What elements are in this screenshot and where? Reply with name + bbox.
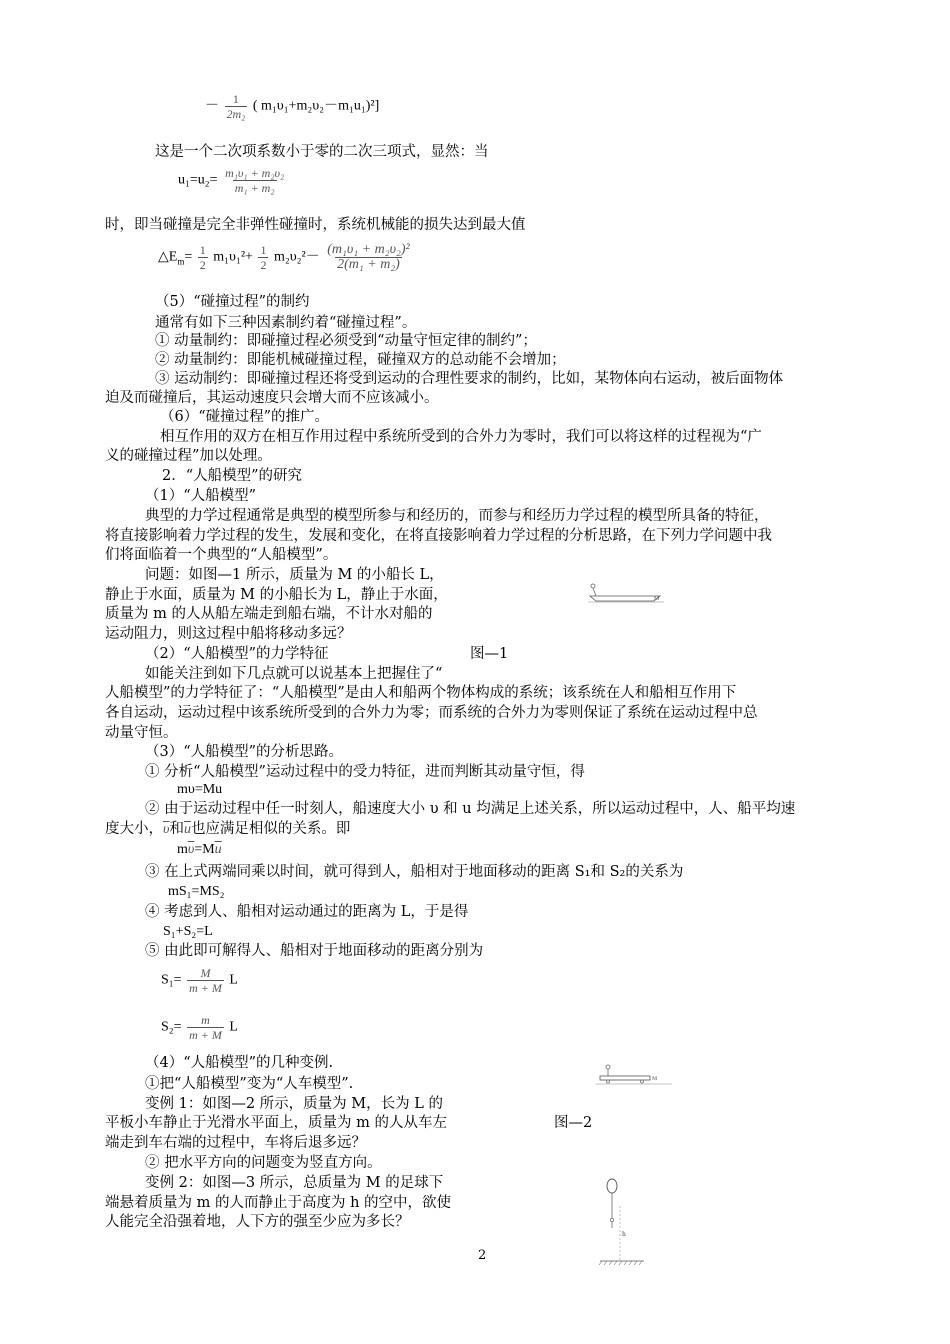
s2-rhs: L (229, 1019, 238, 1035)
half-num: 1 (199, 243, 206, 257)
text-fragment: 和 (169, 821, 184, 837)
text-line: 人船模型”的力学特征了：“人船模型”是由人和船两个物体构成的系统；该系统在人和船相互作用下 (105, 685, 737, 701)
formula-u-frac (223, 166, 286, 195)
page-number: 2 (478, 1248, 487, 1263)
text-line: 如能关注到如下几点就可以说基本上把握住了“ (145, 666, 443, 682)
text-line: 问题：如图—1 所示，质量为 M 的小船长 L， (145, 567, 444, 583)
text-line: 动量守恒。 (105, 725, 178, 741)
text-line: ① 分析“人船模型”运动过程中的受力特征，进而判断其动量守恒，得 (145, 764, 585, 780)
text-line: ⑤ 由此即可解得人、船相对于地面移动的距离分别为 (145, 943, 484, 959)
text-line: 变例 1：如图—2 所示，质量为 M，长为 L 的 (145, 1096, 443, 1112)
text-line: 典型的力学过程通常是典型的模型所参与和经历的，而参与和经历力学过程的模型所具备的特征， (145, 508, 769, 524)
text-line: ② 动量制约：即能机械碰撞过程，碰撞双方的总动能不会增加； (155, 352, 566, 368)
section-heading: （1）“人船模型” (145, 488, 257, 504)
s1-frac (187, 966, 224, 995)
avg-v-symbol: $\overline{\upsilon}$ (187, 842, 195, 857)
text-line: 这是一个二次项系数小于零的二次三项式，显然：当 (155, 144, 489, 160)
energy-den: 2(m₁ + m₂) (337, 257, 400, 272)
s1-num: M (200, 966, 211, 980)
figure-1-boat (588, 580, 668, 604)
half-den: 2 (260, 258, 267, 272)
text-line: 相互作用的双方在相互作用过程中系统所受到的合外力为零时，我们可以将这样的过程视为“广 (160, 429, 762, 445)
half-frac-1 (198, 243, 208, 272)
formula-u (178, 166, 288, 195)
formula-coef (225, 92, 248, 121)
formula-top (205, 92, 379, 121)
formula-average: $m\overline{\upsilon}=M\overline{u}$ (177, 842, 222, 857)
half-frac-2 (258, 243, 268, 272)
energy-eq: = (184, 249, 193, 265)
section-heading: （4）“人船模型”的几种变例. (145, 1055, 334, 1071)
text-line: 各自运动，运动过程中该系统所受到的合外力为零；而系统的合外力为零则保证了系统在运动过程中总 (105, 705, 758, 721)
text-line: 时，即当碰撞是完全非弹性碰撞时，系统机械能的损失达到最大值 (105, 217, 526, 233)
text-line (105, 820, 350, 839)
formula-u-den: m₁ + m₂ (234, 181, 275, 195)
formula-s1 (161, 966, 238, 995)
figure-2-car (596, 1062, 676, 1088)
formula-minus: － (205, 98, 219, 114)
height-label: h (622, 1231, 626, 1238)
half-den: 2 (199, 258, 206, 272)
text-line: ④ 考虑到人、船相对运动通过的距离为 L，于是得 (145, 904, 469, 920)
figure-1-caption: 图—1 (470, 646, 509, 662)
section-heading: （5）“碰撞过程”的制约 (155, 294, 310, 310)
energy-num: (m₁υ₁ + m₂υ₂)² (327, 242, 410, 257)
formula-s2 (161, 1013, 238, 1042)
s2-frac (187, 1013, 224, 1042)
text-line: 端走到车右端的过程中，车将后退多远？ (105, 1135, 366, 1151)
s1-den: m + M (189, 981, 222, 995)
formula-energy (158, 243, 414, 272)
section-heading: 2．“人船模型”的研究 (162, 468, 303, 484)
avg-u-symbol: $\overline{u}$ (183, 822, 191, 837)
section-heading: （2）“人船模型”的力学特征 (145, 646, 329, 662)
formula-distance: mS₁=MS₂ (168, 884, 225, 899)
formula-momentum: mυ=Mu (177, 782, 223, 797)
text-line: 迫及而碰撞后，其运动速度只会增大而不应该减小。 (105, 390, 439, 406)
coef-den: 2m₂ (226, 107, 246, 121)
text-line: ② 由于运动过程中任一时刻人，船速度大小 υ 和 u 均满足上述关系，所以运动过程中，人、船平均速 (145, 801, 796, 817)
formula-body: ( m₁υ₁+m₂υ₂－m₁u₁)²] (252, 98, 380, 114)
section-heading: （6）“碰撞过程”的推广。 (160, 409, 330, 425)
energy-frac (325, 243, 412, 272)
text-line: 变例 2：如图—3 所示，总质量为 M 的足球下 (145, 1175, 444, 1191)
car-mass-label: M (652, 1076, 658, 1082)
avg-u-symbol: $\overline{u}$ (214, 842, 222, 857)
text-line: ③ 运动制约：即碰撞过程还将受到运动的合理性要求的制约，比如，某物体向右运动，被后面物体 (155, 371, 784, 387)
formula-u-num: m₁υ₁ + m₂υ₂ (225, 166, 285, 180)
section-heading: （3）“人船模型”的分析思路。 (145, 744, 344, 760)
formula-sum: S₁+S₂=L (163, 924, 213, 939)
energy-lhs: △E (158, 249, 178, 265)
figure-3-balloon (598, 1176, 648, 1270)
energy-term-2: m₂υ₂²－ (273, 249, 320, 265)
s2-den: m + M (189, 1028, 222, 1042)
text-line: 将直接影响着力学过程的发生，发展和变化，在将直接影响着力学过程的分析思路，在下列力学问题中我 (105, 528, 772, 544)
text-fragment: 也应满足相似的关系。即 (190, 821, 351, 837)
s2-num: m (201, 1013, 210, 1027)
text-line: 端悬着质量为 m 的人而静止于高度为 h 的空中，欲使 (105, 1195, 452, 1211)
s1-lhs: S₁= (161, 972, 182, 988)
s1-rhs: L (229, 972, 238, 988)
energy-sub: m (177, 256, 185, 267)
text-line: 通常有如下三种因素制约着“碰撞过程”。 (155, 315, 417, 331)
energy-term-1: m₁υ₁²+ (213, 249, 253, 265)
text-line: 质量为 m 的人从船左端走到船右端，不计水对船的 (105, 606, 433, 622)
text-line: ① 动量制约：即碰撞过程必须受到“动量守恒定律的制约”； (155, 333, 537, 349)
s2-lhs: S₂= (161, 1019, 182, 1035)
avg-v-symbol: $\overline{\upsilon}$ (163, 822, 170, 837)
text-line: 人能完全沿强着地，人下方的强至少应为多长？ (105, 1214, 410, 1230)
text-fragment: 度大小， (105, 821, 163, 837)
text-line: 平板小车静止于光滑水平面上，质量为 m 的人从车左 (105, 1115, 447, 1131)
half-num: 1 (260, 243, 267, 257)
boat-mass-label: M (654, 596, 660, 602)
text-line: ③ 在上式两端同乘以时间，就可得到人，船相对于地面移动的距离 S₁和 S₂的关系为 (145, 864, 684, 880)
formula-u-lhs: u₁=u₂= (178, 172, 218, 188)
text-line: 静止于水面，质量为 M 的小船长为 L，静止于水面， (105, 587, 448, 603)
text-line: 们将面临着一个典型的“人船模型”。 (105, 547, 338, 563)
text-line: 义的碰撞过程”加以处理。 (105, 448, 272, 464)
text-line: ①把“人船模型”变为“人车模型”. (145, 1076, 354, 1092)
text-line: ② 把水平方向的问题变为竖直方向。 (145, 1155, 382, 1171)
text-line: 运动阻力，则这过程中船将移动多远？ (105, 626, 352, 642)
coef-num: 1 (232, 92, 239, 106)
figure-2-caption: 图—2 (554, 1115, 593, 1131)
